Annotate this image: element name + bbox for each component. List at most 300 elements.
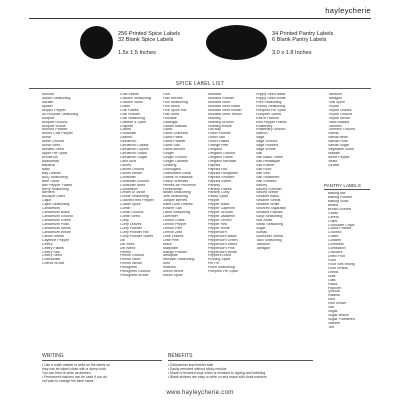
list-item: Allspice Ground (42, 120, 68, 124)
list-item: Mesquite (163, 254, 178, 258)
spice-list-title: SPICE LABEL LIST (175, 81, 225, 87)
list-item: Sage Ground (256, 140, 278, 144)
list-item: Berbere (42, 191, 55, 195)
list-item: Cinnamon Ceylon (120, 148, 149, 152)
list-item: Lentils (328, 270, 339, 274)
label-sheet (23, 0, 377, 400)
list-item: Chicken Seasoning (120, 96, 151, 100)
list-item: Baking Powder (328, 195, 353, 199)
list-item: Flax Seed (163, 112, 180, 116)
list-item: Kosher Salt (163, 207, 182, 211)
list-item: Cardamom Pods (42, 222, 69, 226)
list-item: Allspice (42, 116, 55, 120)
list-item: Cloves Whole (120, 171, 143, 175)
list-item: Salt Himalayan (256, 159, 281, 163)
list-item: Sunflower Seeds (256, 234, 284, 238)
spice-column-1 (42, 93, 78, 266)
list-item: Thyme Ground (328, 112, 352, 116)
list-item: Annatto Seed (42, 148, 64, 152)
list-item: Za'atar (328, 163, 340, 167)
list-item: Cinnamon Sticks (120, 152, 147, 156)
list-item: Taco Seasoning (256, 238, 282, 242)
list-item: Lime Leaves (163, 234, 184, 238)
list-item: Fenugreek (120, 266, 138, 270)
list-item: Nutmeg Ground (208, 120, 234, 124)
list-item: Poppy Seed White (256, 96, 286, 100)
list-item: Creole Seasoning (120, 195, 149, 199)
list-item: Salt (328, 306, 335, 310)
list-item: Tarragon (328, 96, 343, 100)
list-item: Lamb Seasoning (163, 211, 190, 215)
list-item: Mexican Seasoning (163, 258, 195, 262)
list-item: Sesame White (256, 203, 280, 207)
list-item: Thai Spice (328, 100, 345, 104)
list-item: Mustard Seed Brown (208, 108, 242, 112)
list-item: Tandoori (328, 93, 342, 96)
list-item: Lemon Zest (163, 230, 182, 234)
list-item: Cornmeal (328, 243, 344, 247)
list-item: Fennel Ground (120, 254, 144, 258)
list-item: Pepper White (208, 226, 230, 230)
list-item: Chocolate Chips (328, 223, 355, 227)
list-item: Mustard (208, 93, 221, 96)
list-item: Cardamom Green (42, 219, 71, 222)
list-item: Dried Fruit (328, 255, 345, 258)
list-item: Soup Seasoning (256, 215, 283, 219)
list-item: Turmeric Ground (328, 128, 356, 132)
list-item: Garam Masala (163, 124, 187, 128)
list-item: Sesame Black (256, 195, 279, 199)
benefits-divider (168, 360, 313, 361)
list-item: Anise Ground (42, 140, 64, 144)
list-item: Cajun (42, 199, 52, 203)
list-item: Yeast (328, 159, 337, 163)
spice-column-2 (120, 93, 154, 278)
list-item: Mustard Seed Yellow (208, 112, 242, 116)
list-item: Nutmeg (208, 116, 221, 120)
list-item: Cumin Seed (120, 215, 140, 219)
list-item: Salt Black Truffle (256, 156, 283, 159)
list-item: Curry Powder Sweet (120, 234, 153, 238)
list-item: Mint (163, 262, 170, 266)
list-item: Chili Flakes (120, 108, 139, 112)
list-item: Baking Mix (328, 192, 346, 195)
list-item: Pepper Lemon (208, 219, 232, 222)
list-item: Cacao (328, 211, 339, 215)
list-item: Coffee (328, 235, 339, 239)
writing-text (42, 363, 110, 383)
list-item: Tikka Masala (328, 120, 350, 124)
header-divider (29, 18, 371, 19)
spice-column-6 (328, 93, 355, 168)
list-item: Garlic Granules (163, 132, 188, 136)
list-item: Chives (120, 128, 131, 132)
list-item: Cajun Seasoning (42, 203, 70, 207)
list-item: Cayenne Pepper (42, 238, 69, 242)
list-item: Turmeric (328, 124, 343, 128)
list-item: White Pepper (328, 156, 350, 159)
list-item: Mixed Spice (163, 274, 183, 278)
list-item: Fennel Seed (120, 258, 141, 262)
list-item: Cornstarch (328, 247, 346, 251)
list-item: Curry Leaves (120, 222, 142, 226)
list-item: Popcorn (328, 286, 342, 290)
list-item: Salt Smoked (256, 179, 277, 183)
list-item: You can then re-write as desired. (42, 371, 92, 375)
list-item: Celery Seed (42, 254, 62, 258)
pantry-label-info (272, 31, 333, 56)
list-item: Ginger Candied (163, 159, 189, 163)
oval-label-sample (206, 25, 267, 60)
list-item: Sugar Brown (328, 314, 349, 318)
pantry-labels-title: PANTRY LABELS (324, 183, 361, 188)
list-item: Vegetable Stock (328, 148, 354, 152)
list-item: Pork Seasoning (256, 100, 282, 104)
list-item: Sesame Seeds (256, 199, 281, 203)
list-item: Five Spice Mix (163, 108, 187, 112)
list-item: Ginseng (163, 163, 177, 167)
list-item: Peppercorn (208, 230, 227, 234)
list-item: Adrakh (42, 100, 54, 104)
list-item: Crackers (328, 251, 343, 255)
list-item: not wish to change the label name. (42, 379, 95, 383)
list-item: Arrowroot (42, 156, 58, 159)
list-item: Oats (328, 278, 336, 282)
list-item: Amchur Powder (42, 128, 68, 132)
spice-column-4 (208, 93, 242, 274)
list-item: Thyme Whole (328, 116, 351, 120)
list-item: Garlic (163, 128, 173, 132)
list-item: Chicken Stock (120, 100, 143, 104)
list-item: Baking Soda (328, 199, 349, 203)
list-item: Cloves (120, 163, 131, 167)
list-item: Coriander (120, 175, 136, 179)
list-item: Ajwain (42, 104, 53, 108)
list-item: Lime Peel (163, 238, 179, 242)
list-item: Sumac (256, 230, 268, 234)
list-item: Cardamom (42, 207, 60, 211)
list-item: Rosemary (256, 124, 273, 128)
list-item: Fenugreek Ground (120, 270, 151, 274)
list-item: Bay Leaves (42, 171, 61, 175)
list-item: Chocolate (120, 132, 137, 136)
list-item: Rice Brown (328, 302, 347, 306)
list-item: Basil (42, 167, 50, 171)
list-item: Pumpkin Pie Spice (208, 270, 239, 274)
list-item: Cocoa Powder (328, 227, 352, 231)
list-item: Mitsuba (163, 266, 176, 270)
benefits-text (168, 363, 267, 379)
list-item: Red Pepper Flakes (256, 120, 287, 124)
brand-logo: hayleycherie (325, 6, 371, 15)
list-item: Galangal (163, 120, 178, 124)
list-item: Chips (328, 219, 338, 223)
list-item: Cornstarch (120, 187, 138, 191)
list-item: Berry Seasoning (42, 187, 69, 191)
list-item: Paprika Sweet (208, 179, 232, 183)
list-item: Vanilla Pods (328, 140, 348, 144)
round-label-sample (80, 26, 113, 59)
list-item: Steak Seasoning (256, 222, 284, 226)
list-item: Fish (163, 93, 170, 96)
list-item: Savory Winter (256, 191, 279, 195)
list-item: Cardamom Whole (42, 230, 71, 234)
list-item: Curry Powder (120, 226, 142, 230)
list-item: Celery Salt (42, 250, 60, 254)
list-item: Crushed Red Pepper (120, 199, 154, 203)
list-item: Pepper Ground (208, 211, 233, 215)
list-item: Pepper (208, 199, 220, 203)
list-item: Pastry Spice (208, 195, 229, 199)
list-item: Kaffir Lime Leaves (163, 203, 193, 207)
list-item: Ginger (163, 152, 174, 156)
list-item: Cilantro (120, 136, 133, 140)
list-item: All Purpose Seasoning (42, 112, 79, 116)
list-item: Sage Whole (256, 148, 276, 152)
list-item: Garlic Minced (163, 148, 185, 152)
list-item: Paprika Hungarian (208, 171, 238, 175)
list-item: Fennel Whole (120, 262, 143, 266)
pantry-blank-count: 6 Blank Pantry Labels (272, 37, 327, 44)
list-item: Pepper Black (208, 203, 230, 207)
list-item: Lemon Pepper (163, 222, 187, 226)
benefits-title: BENEFITS (168, 353, 193, 359)
list-item: • Dishwasher and freezer safe (168, 363, 214, 367)
list-item: • Made of textured vinyl which is resistant to ripping and bubbling (168, 371, 266, 375)
list-item: Paprika (208, 163, 221, 167)
list-item: Citric Acid (120, 159, 136, 163)
list-item: Cardamom Ground (42, 215, 73, 219)
list-item: Onion Flakes (208, 140, 230, 144)
list-item: Poultry Seasoning (256, 104, 286, 108)
list-item: Paprika Hot (208, 167, 227, 171)
list-item: Quinoa (328, 290, 340, 294)
list-item: Mace (163, 242, 172, 246)
list-item: Savory Summer (256, 187, 282, 191)
spice-column-5 (256, 93, 287, 251)
list-item: Flour Self-Rising (328, 262, 355, 266)
list-item: Tandoori (256, 242, 270, 246)
list-item: • Use a chalk marker to write on the labels so (42, 363, 110, 367)
list-item: Cumin (120, 207, 131, 211)
list-item: Flour Wheat (328, 266, 348, 270)
list-item: Flour (328, 258, 337, 262)
spice-column-3 (163, 93, 196, 278)
list-item: Pumpkin Pie Spice (256, 108, 287, 112)
list-item: Salt Kosher (256, 163, 275, 167)
list-item: Chiles (120, 104, 130, 108)
list-item: Coriander Seed (120, 183, 146, 187)
list-item: Aleppo Pepper (42, 108, 66, 112)
list-item: Garlic Powder (163, 140, 186, 144)
list-item: Jerk Seasoning (163, 195, 188, 199)
list-item: Bread Crumbs (328, 207, 352, 211)
list-item: Oregano Ground (208, 152, 235, 156)
list-item: Dill (120, 238, 125, 242)
list-item: Poppy Seed Black (256, 93, 286, 96)
list-item: Star Anise (256, 219, 273, 222)
list-item: Cinnamon Sugar (120, 156, 147, 159)
list-item: Mustard Seed (208, 100, 231, 104)
list-item: Peppercorn Mixed (208, 242, 238, 246)
list-item: Cuban Spice (120, 203, 141, 207)
list-item: Shichimi Togarashi (256, 207, 287, 211)
list-item: Nuts (328, 274, 336, 278)
list-item: Mixed Herbs (163, 270, 184, 274)
list-item: Baharat (42, 163, 55, 167)
list-item: Wasabi (328, 152, 340, 156)
list-item: Savory (256, 183, 268, 187)
list-item: Cardamom Black (42, 211, 70, 215)
list-item: Chili Powder (120, 112, 141, 116)
list-item: Oregano (208, 148, 222, 152)
list-item: Raisins (328, 294, 340, 298)
spice-label-info (118, 31, 180, 56)
list-item: Sugar (256, 226, 266, 230)
list-item: Vanilla Sugar (328, 144, 350, 148)
list-item: Ras el Hanout (256, 116, 279, 120)
list-item: Allspice Whole (42, 124, 66, 128)
list-item: Carom Seeds (42, 234, 64, 238)
pantry-labels-divider (324, 189, 370, 190)
list-item: Tarragon (256, 246, 271, 250)
list-item: Bouquet Garni (42, 195, 66, 199)
list-item: Pepper Red (208, 222, 228, 226)
pantry-printed-count: 34 Printed Pantry Labels (272, 31, 334, 37)
list-item: • Blank stickers are easy to write on and erase with chalk markers (168, 375, 267, 379)
list-item: Tea (328, 325, 334, 329)
list-item: Celery (42, 242, 53, 246)
pantry-column (328, 192, 355, 330)
list-item: Curry Powder Hot (120, 230, 149, 234)
list-item: • Easily removed without sticky residue (168, 367, 227, 371)
list-item: Chipotle (120, 124, 134, 128)
list-item: Paprika Smoked (208, 175, 235, 179)
list-item: Peppercorn Black (208, 234, 237, 238)
list-item: Pickling Spice (208, 258, 231, 262)
spice-label-size: 1.5x 1.5 Inches (118, 49, 156, 56)
list-item: Lemon Peel (163, 226, 183, 230)
list-item: Grains of Paradise (163, 175, 193, 179)
list-item: Parsley Curly (208, 191, 230, 195)
list-item: Chinese 5 Spice (120, 120, 147, 124)
list-item: Mango Powder (163, 250, 188, 254)
list-item: Onion Salt (208, 136, 225, 140)
list-item: Oregano Greek (208, 156, 233, 159)
list-item: Cinnamon (120, 140, 137, 144)
list-item: Flax Herbes (163, 96, 183, 100)
spice-list-divider (29, 88, 371, 89)
list-item: Smoked Paprika (256, 211, 283, 215)
list-item: Orange Peel (208, 144, 229, 148)
list-item: Rosemary Ground (256, 128, 286, 132)
list-item: Cinnamon Cassia (120, 144, 149, 148)
list-item: Mustard Seed Black (208, 104, 241, 108)
list-item: Salt Sea (256, 171, 270, 175)
list-item: Cumin Ground (120, 211, 144, 215)
list-item: Chili Seasoning (120, 116, 145, 120)
list-item: Bell Pepper Flakes (42, 183, 73, 187)
list-item: Pizza Seasoning (208, 266, 235, 270)
list-item: Anise (42, 136, 51, 140)
list-item: Gochugaru (163, 167, 181, 171)
list-item: Vanilla (328, 132, 339, 136)
list-item: Horseradish (163, 187, 183, 191)
spice-blank-count: 32 Blank Spice Labels (118, 37, 174, 44)
list-item: Fenugreek Whole (120, 274, 149, 278)
list-item: Ginger Ground (163, 156, 187, 159)
list-item: Chia Seeds (120, 93, 139, 96)
list-item: Cardamom Seeds (42, 226, 71, 230)
spice-printed-count: 256 Printed Spice Labels (118, 31, 181, 37)
list-item: Italian Seasoning (163, 191, 191, 195)
list-item: Peppers Dried (208, 254, 231, 258)
list-item: Sugar Powdered (328, 318, 355, 321)
list-item: they can be wiped clean with a damp cloth. (42, 367, 107, 371)
list-item: Fish Stock (163, 104, 180, 108)
list-item: Chervil Whole (42, 262, 65, 266)
list-item: Saffron (256, 132, 268, 136)
list-item: Lavender (163, 215, 178, 219)
list-item: Salt Rock (256, 167, 272, 171)
list-item: Garlic Salt (163, 144, 180, 148)
list-item: Parsley (208, 183, 220, 187)
list-item: Garlic Paste (163, 136, 183, 140)
list-item: Rice (328, 298, 336, 302)
list-item: Thyme Leaves (328, 108, 352, 112)
writing-divider (42, 360, 162, 361)
list-item: Dill Seed (120, 242, 135, 246)
list-item: Marjoram (163, 246, 179, 250)
list-item: Coconut (328, 231, 342, 235)
list-item: Sugar (328, 310, 338, 314)
list-item: Pumpkin Seeds (256, 112, 282, 116)
list-item: • Permanent markers can be used if you do (42, 375, 108, 379)
list-item: Oregano Mexican (208, 159, 237, 163)
list-item: Chamomile (42, 258, 61, 262)
list-item: Vanilla Bean (328, 136, 348, 140)
list-item: Lemon Grass (163, 219, 185, 222)
list-item: Ancho Chili Pepper (42, 132, 73, 136)
list-item: Beans (328, 203, 339, 207)
website-url: www.hayleycherie.com (166, 390, 234, 396)
list-item: Anise Seed (42, 144, 61, 148)
list-item: Salt (256, 152, 263, 156)
list-item: Beef Stock (42, 179, 60, 183)
list-item: Cream of Tartar (120, 191, 145, 195)
list-item: Parsley Flakes (208, 187, 232, 191)
list-item: Pepper Jalapeño (208, 215, 236, 219)
list-item: Fish Seasoning (163, 100, 188, 104)
list-item: Cloves Ground (120, 167, 144, 171)
list-item: Gravy Granules (163, 179, 189, 183)
list-item: Thyme (328, 104, 339, 108)
list-item: Asafoetida (42, 159, 59, 163)
pantry-label-size: 3.0 x 1.8 Inches (272, 49, 312, 56)
list-item: Furikake (163, 116, 177, 120)
list-item: Juniper Berries (163, 199, 188, 203)
list-item: BBQ Seasoning (42, 175, 68, 179)
list-item: Coriander Ground (120, 179, 149, 183)
list-item: Pepper Cayenne (208, 207, 235, 211)
list-item: Dill Weed (120, 246, 136, 250)
list-item: Cookies (328, 239, 341, 243)
list-item: Peppercorn Pink (208, 246, 235, 250)
list-item: Apple Pie Spice (42, 152, 68, 156)
list-item: Achiote (42, 93, 54, 96)
list-item: Salt Seasoned (256, 175, 280, 179)
list-item: Granulated Garlic (163, 171, 192, 175)
